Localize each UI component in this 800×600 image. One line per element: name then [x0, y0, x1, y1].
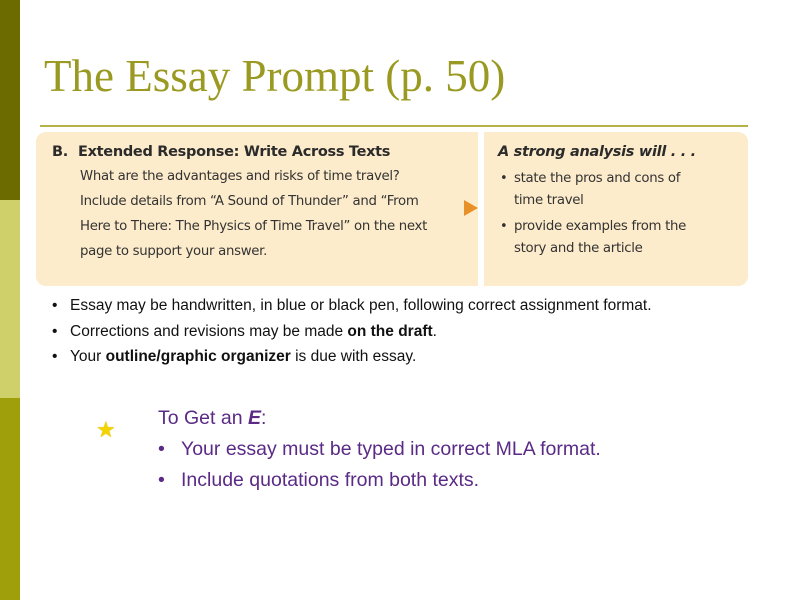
requirement-emphasis: on the draft — [347, 322, 433, 340]
criteria-line: provide examples from the — [514, 219, 687, 234]
arrow-right-icon — [464, 200, 478, 216]
criteria-line: state the pros and cons of — [514, 171, 681, 186]
list-item — [158, 434, 601, 465]
list-item — [498, 168, 748, 212]
list-item — [52, 319, 792, 345]
bullet-icon: • — [158, 438, 165, 460]
list-item — [498, 216, 748, 260]
grade-e-item: Your essay must be typed in correct MLA format. — [181, 438, 601, 460]
section-letter: B. — [52, 144, 68, 160]
list-item — [52, 293, 792, 319]
side-bar-olive — [0, 398, 20, 600]
title-divider — [40, 125, 748, 127]
prompt-panel — [36, 132, 478, 286]
list-item — [158, 465, 601, 496]
section-heading — [52, 144, 478, 160]
grade-e-list — [158, 434, 601, 496]
side-bar-light — [0, 200, 20, 398]
criteria-list — [498, 168, 748, 260]
prompt-line: Here to There: The Physics of Time Travel” on the next — [80, 219, 428, 234]
prompt-line: page to support your answer. — [80, 244, 268, 259]
criteria-panel — [484, 132, 748, 286]
requirement-emphasis: outline/graphic organizer — [105, 348, 291, 365]
grade-e-title-text: To Get an — [158, 407, 248, 429]
prompt-line: What are the advantages and risks of time travel? — [80, 169, 400, 184]
textbook-excerpt — [36, 132, 748, 286]
grade-letter: E — [247, 407, 261, 429]
bullet-icon: • — [52, 322, 58, 340]
bullet-icon: • — [500, 171, 508, 186]
list-item — [52, 344, 792, 370]
requirement-text: Your — [70, 348, 106, 365]
bullet-icon: • — [52, 297, 58, 314]
analysis-heading: A strong analysis will . . . — [498, 144, 696, 160]
requirement-text: is due with essay. — [290, 348, 417, 365]
requirements-list — [52, 293, 792, 370]
grade-e-title-colon: : — [260, 407, 267, 429]
star-icon: ★ — [96, 417, 116, 442]
grade-e-block — [158, 404, 601, 496]
bullet-icon: • — [52, 348, 58, 365]
requirement-text: Corrections and revisions may be made — [70, 322, 348, 340]
section-title: Extended Response: Write Across Texts — [78, 144, 391, 160]
bullet-icon: • — [500, 219, 508, 234]
slide-title: The Essay Prompt (p. 50) — [44, 51, 506, 101]
requirement-text: Essay may be handwritten, in blue or black pen, following correct assignment format. — [70, 297, 652, 314]
criteria-line: story and the article — [514, 241, 643, 256]
requirement-text: . — [432, 322, 437, 340]
side-bar-dark — [0, 0, 20, 200]
prompt-text — [80, 164, 478, 264]
grade-e-title — [158, 404, 601, 432]
criteria-line: time travel — [514, 193, 584, 208]
bullet-icon: • — [158, 469, 165, 491]
prompt-line: Include details from “A Sound of Thunder” and “From — [80, 194, 419, 209]
grade-e-item: Include quotations from both texts. — [181, 469, 480, 491]
